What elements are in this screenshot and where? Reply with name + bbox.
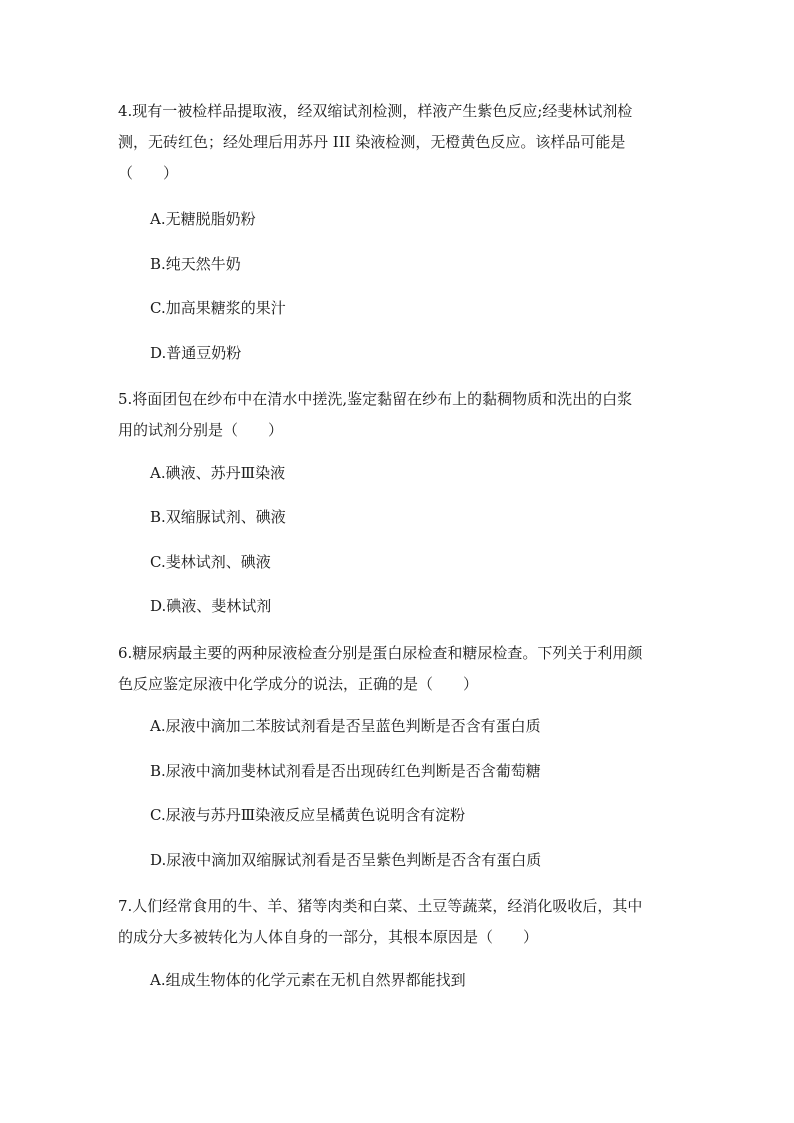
question-5-option-d: D.碘液、斐林试剂: [150, 597, 272, 615]
question-4-option-d: D.普通豆奶粉: [150, 344, 242, 362]
question-5-stem: [118, 384, 678, 446]
stem-line: 用的试剂分别是（ ）: [118, 421, 284, 439]
question-6-option-b: B.尿液中滴加斐林试剂看是否出现砖红色判断是否含葡萄糖: [150, 762, 541, 780]
stem-line: （ ）: [118, 164, 179, 182]
question-5-option-c: C.斐林试剂、碘液: [150, 553, 271, 571]
stem-line: 色反应鉴定尿液中化学成分的说法，正确的是（ ）: [118, 675, 479, 693]
question-4-option-b: B.纯天然牛奶: [150, 255, 241, 273]
question-6-option-a: A.尿液中滴加二苯胺试剂看是否呈蓝色判断是否含有蛋白质: [150, 717, 541, 735]
question-5-option-b: B.双缩脲试剂、碘液: [150, 508, 286, 526]
stem-line: 测，无砖红色；经处理后用苏丹 III 染液检测，无橙黄色反应。该样品可能是: [118, 133, 626, 151]
question-7-stem: [118, 891, 678, 953]
stem-line: 6.糖尿病最主要的两种尿液检查分别是蛋白尿检查和糖尿检查。下列关于利用颜: [118, 644, 643, 662]
question-4-option-c: C.加高果糖浆的果汁: [150, 299, 286, 317]
stem-line: 4.现有一被检样品提取液，经双缩试剂检测，样液产生紫色反应;经斐林试剂检: [118, 102, 633, 120]
stem-line: 5.将面团包在纱布中在清水中搓洗,鉴定黏留在纱布上的黏稠物质和洗出的白浆: [118, 390, 633, 408]
stem-line: 的成分大多被转化为人体自身的一部分，其根本原因是（ ）: [118, 928, 539, 946]
stem-line: 7.人们经常食用的牛、羊、猪等肉类和白菜、土豆等蔬菜，经消化吸收后，其中: [118, 897, 643, 915]
question-7-option-a: A.组成生物体的化学元素在无机自然界都能找到: [150, 971, 466, 989]
question-4-option-a: A.无糖脱脂奶粉: [150, 210, 256, 228]
question-5-option-a: A.碘液、苏丹Ⅲ染液: [150, 464, 286, 482]
question-6-option-c: C.尿液与苏丹Ⅲ染液反应呈橘黄色说明含有淀粉: [150, 806, 466, 824]
question-4-stem: [118, 96, 678, 189]
question-6-option-d: D.尿液中滴加双缩脲试剂看是否呈紫色判断是否含有蛋白质: [150, 851, 542, 869]
question-6-stem: [118, 638, 678, 700]
